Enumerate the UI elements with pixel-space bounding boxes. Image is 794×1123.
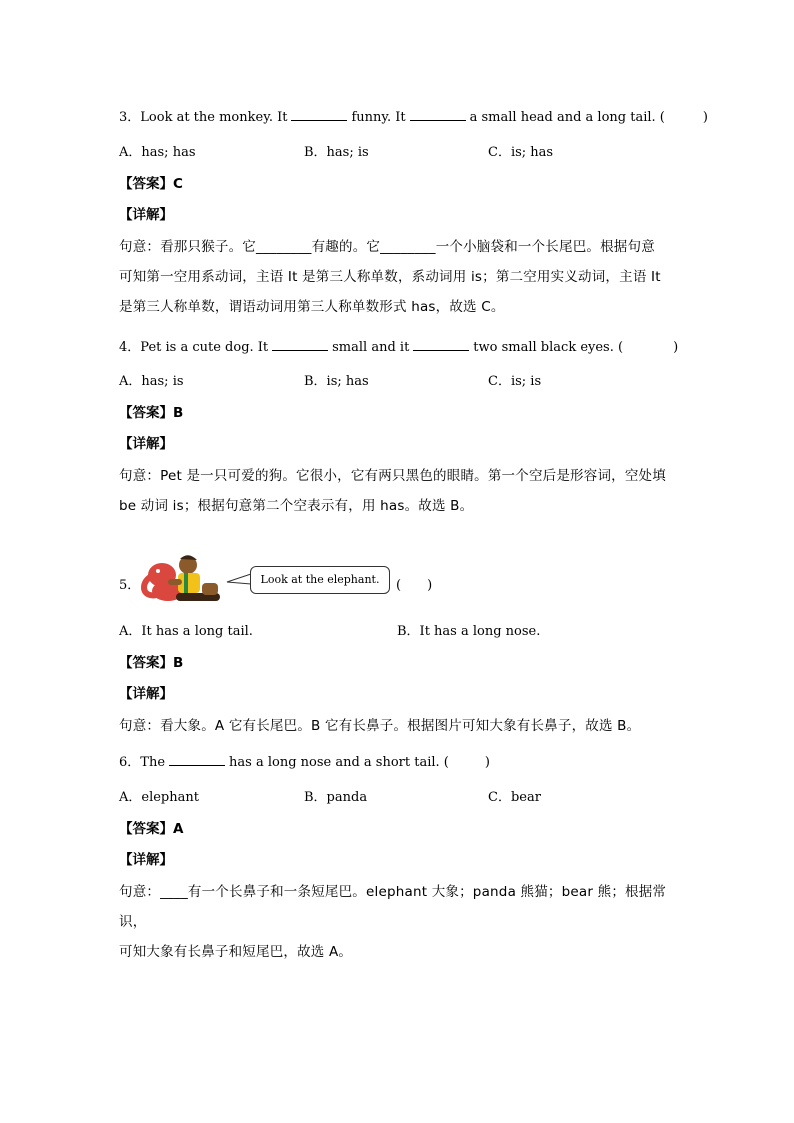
question-number: 3．	[119, 110, 141, 125]
detail-paragraph	[119, 877, 675, 967]
option-c: C．bear	[488, 790, 541, 805]
answer-blank	[291, 108, 347, 121]
detail-paragraph	[119, 232, 675, 322]
question-number: 4．	[119, 340, 141, 355]
option-b: B．panda	[304, 790, 368, 805]
detail-label: 【详解】	[119, 207, 173, 223]
question-number: 6．	[119, 755, 141, 770]
answer-label: 【答案】B	[119, 655, 184, 671]
option-a: A．It has a long tail.	[119, 624, 253, 639]
detail-line: 句意：Pet 是一只可爱的狗。它很小，它有两只黑色的眼睛。第一个空后是形容词，空处填	[119, 468, 666, 484]
option-b: B．is; has	[304, 374, 369, 389]
answer-blank	[169, 753, 225, 766]
question-text: )	[673, 340, 679, 355]
question-4	[119, 338, 678, 357]
detail-line: 句意：____有一个长鼻子和一条短尾巴。elephant 大象；panda 熊猫；bear 熊；根据常识，	[119, 884, 667, 930]
option-c: C．is; has	[488, 145, 554, 160]
question-text: funny. It	[351, 110, 406, 125]
speech-bubble-tail	[226, 572, 252, 586]
question-3	[119, 108, 708, 127]
speech-bubble: Look at the elephant.	[250, 566, 390, 594]
answer-label: 【答案】A	[119, 821, 184, 837]
question-text: a small head and a long tail. (	[469, 110, 665, 125]
detail-paragraph	[119, 461, 675, 521]
question-5-number: 5．	[119, 578, 141, 593]
detail-paragraph	[119, 711, 675, 741]
detail-line: 句意：看大象。A 它有长尾巴。B 它有长鼻子。根据图片可知大象有长鼻子，故选 B。	[119, 718, 641, 734]
question-text: has a long nose and a short tail. (	[229, 755, 449, 770]
detail-line: 是第三人称单数，谓语动词用第三人称单数形式 has，故选 C。	[119, 299, 505, 315]
detail-label: 【详解】	[119, 852, 173, 868]
detail-line: 句意：看那只猴子。它________有趣的。它________一个小脑袋和一个长尾巴。根据句意	[119, 239, 655, 255]
detail-line: be 动词 is；根据句意第二个空表示有，用 has。故选 B。	[119, 498, 474, 514]
answer-parentheses: ( )	[396, 578, 433, 593]
option-a: A．has; is	[119, 374, 184, 389]
boy-with-elephant-illustration	[140, 553, 226, 611]
question-6	[119, 753, 490, 772]
detail-label: 【详解】	[119, 436, 173, 452]
question-text: Look at the monkey. It	[140, 110, 288, 125]
question-text: Pet is a cute dog. It	[140, 340, 269, 355]
detail-label: 【详解】	[119, 686, 173, 702]
answer-blank	[272, 338, 328, 351]
option-c: C．is; is	[488, 374, 542, 389]
question-text: )	[484, 755, 490, 770]
question-text: The	[140, 755, 166, 770]
option-b: B．has; is	[304, 145, 369, 160]
question-text: two small black eyes. (	[473, 340, 624, 355]
answer-blank	[413, 338, 469, 351]
option-a: A．has; has	[119, 145, 196, 160]
question-text: )	[702, 110, 708, 125]
option-b: B．It has a long nose.	[397, 624, 541, 639]
detail-line: 可知第一空用系动词，主语 It 是第三人称单数，系动词用 is；第二空用实义动词，主语 It	[119, 269, 661, 285]
option-a: A．elephant	[119, 790, 199, 805]
answer-blank	[410, 108, 466, 121]
answer-label: 【答案】B	[119, 405, 184, 421]
question-text: small and it	[332, 340, 410, 355]
detail-line: 可知大象有长鼻子和短尾巴，故选 A。	[119, 944, 353, 960]
answer-label: 【答案】C	[119, 176, 183, 192]
